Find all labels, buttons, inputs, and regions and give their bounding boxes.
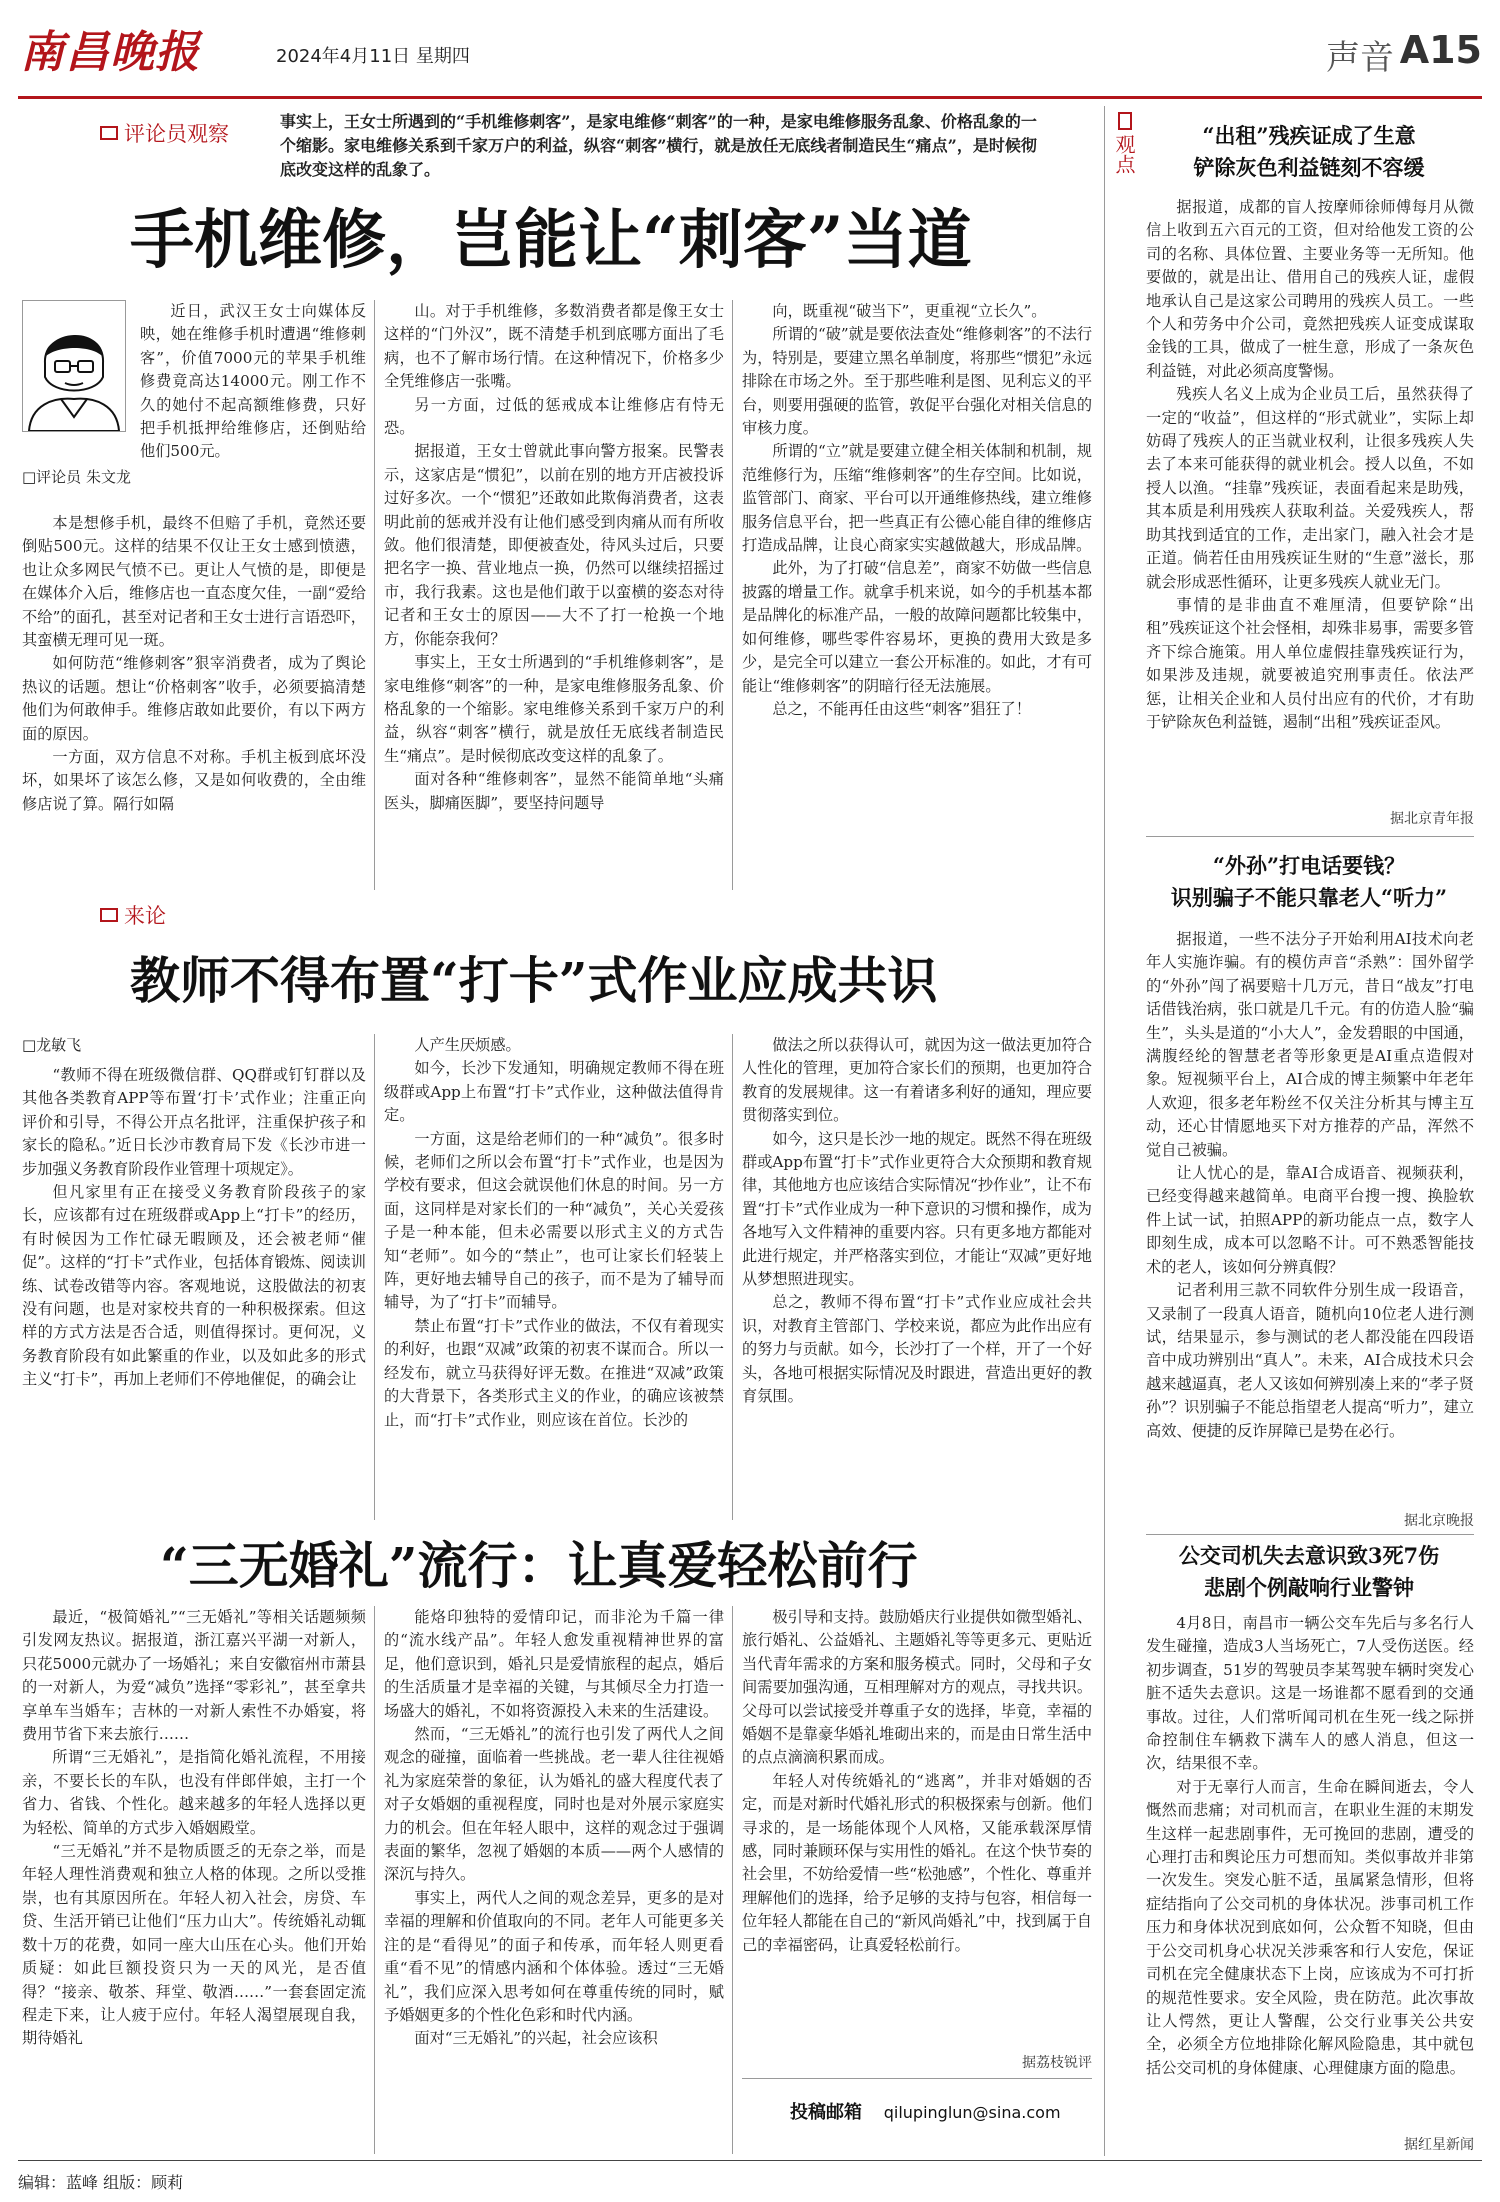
sidebar-a3-title	[1144, 1540, 1474, 1604]
paragraph: 极引导和支持。鼓励婚庆行业提供如微型婚礼、旅行婚礼、公益婚礼、主题婚礼等等更多元、更贴近当代青年需求的方案和服务模式。同时，父母和子女间需要加强沟通，互相理解对方的观点，寻找共识。父母可以尝试接受并尊重子女的选择，毕竟，幸福的婚姻不是靠豪华婚礼堆砌出来的，而是由日常生活中的点点滴滴积累而成。	[742, 1608, 1092, 1767]
paragraph: 据报道，一些不法分子开始利用AI技术向老年人实施诈骗。有的模仿声音“杀熟”：国外留学的“外孙”闯了祸要赔十几万元，昔日“战友”打电话借钱治病，张口就是几千元。有的仿造人脸“骗生”，头头是道的“小大人”，金发碧眼的中国通，满腹经纶的智慧老者等形象更是AI重点造假对象。短视频平台上，AI合成的博主频繁中年老年人欢迎，很多老年粉丝不仅关注分析其与博主互动，还心甘情愿地买下对方推荐的产品，浑然不觉自己被骗。	[1146, 930, 1474, 1159]
paragraph: 能烙印独特的爱情印记，而非沦为千篇一律的“流水线产品”。年轻人愈发重视精神世界的富足，他们意识到，婚礼只是爱情旅程的起点，婚后的生活质量才是幸福的关键，与其倾尽全力打造一场盛大的婚礼，不如将资源投入未来的生活建设。	[384, 1608, 724, 1720]
article3-col2	[384, 1606, 724, 2154]
paragraph: 近日，武汉王女士向媒体反映，她在维修手机时遭遇“维修刺客”，价值7000元的苹果手机维修费竟高达14000元。刚工作不久的她付不起高额维修费，只好把手机抵押给维修店，还倒贴给他们500元。	[140, 302, 366, 461]
divider	[1146, 836, 1474, 837]
paragraph: 如今，长沙下发通知，明确规定教师不得在班级群或App上布置“打卡”式作业，这种做法值得肯定。	[384, 1059, 724, 1125]
submission-label: 投稿邮箱	[790, 2102, 862, 2123]
author-portrait-icon	[23, 301, 125, 431]
paragraph: 山。对于手机维修，多数消费者都是像王女士这样的“门外汉”，既不清楚手机到底哪方面出了毛病，也不了解市场行情。在这种情况下，价格多少全凭维修店一张嘴。	[384, 302, 724, 391]
paragraph: “教师不得在班级微信群、QQ群或钉钉群以及其他各类教育APP等布置‘打卡’式作业；注重正向评价和引导，不得公开点名批评，注重保护孩子和家长的隐私。”近日长沙市教育局下发《长沙市进一步加强义务教育阶段作业管理十项规定》。	[22, 1066, 366, 1178]
article1-title: 手机维修，岂能让“刺客”当道	[130, 203, 972, 278]
sidebar-a1-title-line1: “出租”残疾证成了生意	[1202, 123, 1416, 148]
section-name: 声音	[1326, 38, 1394, 78]
divider	[1146, 1534, 1474, 1535]
article3-title: “三无婚礼”流行：让真爱轻松前行	[160, 1536, 918, 1595]
paragraph: 如何防范“维修刺客”狠宰消费者，成为了舆论热议的话题。想让“价格刺客”收手，必须要搞清楚他们为何敢伸手。维修店敢如此要价，有以下两方面的原因。	[22, 654, 366, 743]
column-divider	[374, 1034, 375, 1520]
paragraph: 人产生厌烦感。	[414, 1036, 521, 1054]
submission-box	[790, 2098, 1061, 2124]
sidebar-tag-label: 观点	[1112, 134, 1136, 174]
masthead	[18, 0, 1482, 99]
sidebar-a1-source: 据北京青年报	[1390, 811, 1474, 827]
sidebar-tag	[1110, 112, 1139, 174]
sidebar-a1-title	[1144, 120, 1474, 184]
paragraph: 然而，“三无婚礼”的流行也引发了两代人之间观念的碰撞，面临着一些挑战。老一辈人往往视婚礼为家庭荣誉的象征，认为婚礼的盛大程度代表了对子女婚姻的重视程度，同时也是对外展示家庭实力的机会。但在年轻人眼中，这样的观念过于强调表面的繁华，忽视了婚姻的本质——两个人感情的深沉与持久。	[384, 1725, 724, 1884]
sidebar-a1-title-line2: 铲除灰色利益链刻不容缓	[1193, 155, 1425, 180]
paragraph: 据报道，成都的盲人按摩师徐师傅每月从微信上收到五六百元的工资，但对给他发工资的公司的名称、具体位置、主要业务等一无所知。他要做的，就是出让、借用自己的残疾人证，虚假地承认自己是这家公司聘用的残疾人员工。一些个人和劳务中介公司，竟然把残疾人证变成谋取金钱的工具，做成了一桩生意，形成了一条灰色利益链，对此必须高度警惕。	[1146, 198, 1474, 380]
paragraph: 但凡家里有正在接受义务教育阶段孩子的家长，应该都有过在班级群或App上“打卡”的经历，有时候因为工作忙碌无暇顾及，还会被老师“催促”。这样的“打卡”式作业，包括体育锻炼、阅读训练、试卷改错等内容。客观地说，这股做法的初衷没有问题，也是对家校共育的一种积极探索。但这样的方式方法是否合适，则值得探讨。更何况，义务教育阶段有如此繁重的作业，以及如此多的形式主义“打卡”，再加上老师们不停地催促，的确会让	[22, 1183, 366, 1389]
article1-tag-label: 评论员观察	[124, 122, 229, 146]
column-divider	[374, 1606, 375, 2154]
paragraph: 另一方面，过低的惩戒成本让维修店有恃无恐。	[384, 395, 724, 438]
sidebar-a2-body	[1146, 928, 1474, 1508]
article1-byline: □评论员 朱文龙	[22, 468, 131, 486]
article1-col1-lead	[140, 300, 366, 478]
paragraph: 禁止布置“打卡”式作业的做法，不仅有着现实的利好，也跟“双减”政策的初衷不谋而合。所以一经发布，就立马获得好评无数。在推进“双减”政策的大背景下，各类形式主义的作业，的确应该被禁止，而“打卡”式作业，则应该在首位。长沙的	[384, 1316, 724, 1429]
author-avatar	[22, 300, 126, 432]
tag-box-icon	[1118, 112, 1132, 130]
sidebar-a2-title	[1144, 850, 1474, 914]
divider	[742, 2078, 1092, 2079]
sidebar-divider	[1104, 106, 1105, 2156]
paragraph: 此外，为了打破“信息差”，商家不妨做一些信息披露的增量工作。就拿手机来说，如今的手机基本都是品牌化的标准产品，一般的故障问题都比较集中，如何维修，哪些零件容易坏，更换的费用大致是多少，是完全可以建立一套公开标准的。如此，才有可能让“维修刺客”的阴暗行径无法施展。	[742, 559, 1092, 695]
article2-byline: □龙敏飞	[22, 1036, 82, 1054]
footer-rule	[18, 2160, 1482, 2161]
sidebar-a3-title-line1: 公交司机失去意识致3死7伤	[1178, 1543, 1440, 1568]
paragraph: 总之，教师不得布置“打卡”式作业应成社会共识，对教育主管部门、学校来说，都应为此作出应有的努力与贡献。如今，长沙打了一个样，开了一个好头，各地可根据实际情况及时跟进，营造出更好的教育氛围。	[742, 1293, 1092, 1406]
article3-col3	[742, 1606, 1092, 2052]
sidebar-a3-source: 据红星新闻	[1404, 2137, 1474, 2153]
paragraph: 面对各种“维修刺客”，显然不能简单地“头痛医头，脚痛医脚”，要坚持问题导	[384, 770, 724, 812]
paragraph: 所谓的“立”就是要建立健全相关体制和机制，规范维修行为，压缩“维修刺客”的生存空间。比如说，监管部门、商家、平台可以开通维修热线，建立维修服务信息平台，把一些真正有公德心能自律的维修店打造成品牌，让良心商家实实越做越大，形成品牌。	[742, 442, 1092, 555]
paragraph: 一方面，双方信息不对称。手机主板到底坏没坏，如果坏了该怎么修，又是如何收费的，全由维修店说了算。隔行如隔	[22, 748, 366, 813]
tag-box-icon	[100, 126, 118, 140]
article2-col2	[384, 1034, 724, 1516]
sidebar-a2-title-line2: 识别骗子不能只靠老人“听力”	[1170, 885, 1448, 910]
paragraph: 事实上，两代人之间的观念差异，更多的是对幸福的理解和价值取向的不同。老年人可能更多关注的是“看得见”的面子和传承，而年轻人则更看重“看不见”的情感内涵和个体体验。透过“三无婚礼”，我们应深入思考如何在尊重传统的同时，赋予婚姻更多的个性化色彩和时代内涵。	[384, 1888, 724, 2024]
column-divider	[732, 1034, 733, 1520]
sidebar-a2-title-line1: “外孙”打电话要钱？	[1212, 853, 1406, 878]
article1-tag	[100, 118, 229, 148]
paragraph: 如今，这只是长沙一地的规定。既然不得在班级群或App布置“打卡”式作业更符合大众预期和教育规律，其他地方也应该结合实际情况“抄作业”，让不布置“打卡”式作业成为一种下意识的习惯和操作，成为各地写入文件精神的重要内容。只有更多地方都能对此进行规定，并严格落实到位，才能让“双减”更好地从梦想照进现实。	[742, 1129, 1092, 1289]
paragraph: 本是想修手机，最终不但赔了手机，竟然还要倒贴500元。这样的结果不仅让王女士感到愤懑，也让众多网民气愤不已。更让人气愤的是，即便是在媒体介入后，维修店也一直态度欠佳，一副“爱给不给”的面孔，甚至对记者和王女士进行言语恐吓，其蛮横无理可见一斑。	[22, 514, 366, 650]
article1-col2	[384, 300, 724, 888]
paragraph: 让人忧心的是，靠AI合成语音、视频获利，已经变得越来越简单。电商平台搜一搜、换脸软件上试一试，拍照APP的新功能点一点，数字人即刻生成，成本可以忽略不计。可不熟悉智能技术的老人，该如何分辨真假？	[1146, 1164, 1474, 1276]
tag-box-icon	[100, 908, 118, 922]
paragraph: 据报道，王女士曾就此事向警方报案。民警表示，这家店是“惯犯”，以前在别的地方开店被投诉过好多次。一个“惯犯”还敢如此欺侮消费者，这表明此前的惩戒并没有让他们感受到肉痛从而有所收敛。他们很清楚，即便被查处，待风头过后，只要把名字一换、营业地点一换，仍然可以继续招摇过市，我行我素。这也是他们敢于以蛮横的姿态对待记者和王女士的原因——大不了打一枪换一个地方，你能奈我何？	[384, 442, 724, 648]
sidebar-a3-body	[1146, 1612, 1474, 2132]
paragraph: 最近，“极简婚礼”“三无婚礼”等相关话题频频引发网友热议。据报道，浙江嘉兴平湖一对新人，只花5000元就办了一场婚礼；来自安徽宿州市萧县的一对新人，为爱“减负”选择“零彩礼”，甚至拿共享单车当婚车；吉林的一对新人索性不办婚宴，将费用节省下来去旅行……	[22, 1608, 366, 1744]
article2-tag-label: 来论	[124, 904, 166, 928]
newspaper-logo: 南昌晚报	[20, 27, 200, 78]
paragraph: 残疾人名义上成为企业员工后，虽然获得了一定的“收益”，但这样的“形式就业”，实际上却妨碍了残疾人的正当就业权利，让很多残疾人失去了本来可能获得的就业机会。授人以鱼，不如授人以渔。“挂靠”残疾证，表面看起来是助残，其本质是利用残疾人获取利益。关爱残疾人，帮助其找到适宜的工作，走出家门，融入社会才是正道。倘若任由用残疾证生财的“生意”滋长，那就会形成恶性循环，让更多残疾人就业无门。	[1146, 385, 1474, 591]
paragraph: 记者利用三款不同软件分别生成一段语音，又录制了一段真人语音，随机向10位老人进行测试，结果显示，参与测试的老人都没能在四段语音中成功辨别出“真人”。未来，AI合成技术只会越来越逼真，老人又该如何辨别凑上来的“孝子贤孙”？识别骗子不能总指望老人提高“听力”，建立高效、便捷的反诈屏障已是势在必行。	[1146, 1281, 1474, 1440]
paragraph: 事情的是非曲直不难厘清，但要铲除“出租”残疾证这个社会怪相，却殊非易事，需要多管齐下综合施策。用人单位虚假挂靠残疾证行为，如果涉及违规，就要被追究刑事责任。依法严惩，让相关企业和人员付出应有的代价，才有助于铲除灰色利益链，遏制“出租”残疾证歪风。	[1146, 595, 1474, 731]
issue-date: 2024年4月11日 星期四	[276, 46, 470, 67]
article1-col1	[22, 512, 366, 888]
article2-title: 教师不得布置“打卡”式作业应成共识	[130, 951, 938, 1010]
column-divider	[374, 300, 375, 890]
paragraph: 所谓的“破”就是要依法查处“维修刺客”的不法行为，特别是，要建立黑名单制度，将那些“惯犯”永远排除在市场之外。至于那些唯利是图、见利忘义的平台，则要用强硬的监管，敦促平台强化对相关信息的审核力度。	[742, 325, 1092, 438]
sidebar-a2-source: 据北京晚报	[1404, 1513, 1474, 1529]
paragraph: 面对“三无婚礼”的兴起，社会应该积	[414, 2029, 658, 2048]
paragraph: 年轻人对传统婚礼的“逃离”，并非对婚姻的否定，而是对新时代婚礼形式的积极探索与创新。他们寻求的，是一场能体现个人风格，又能承载深厚情感，同时兼顾环保与实用性的婚礼。在这个快节奏的社会里，不妨给爱情一些“松弛感”，个性化、尊重并理解他们的选择，给予足够的支持与包容，相信每一位年轻人都能在自己的“新风尚婚礼”中，找到属于自己的幸福密码，让真爱轻松前行。	[742, 1771, 1092, 1954]
paragraph: 4月8日，南昌市一辆公交车先后与多名行人发生碰撞，造成3人当场死亡，7人受伤送医。经初步调查，51岁的驾驶员李某驾驶车辆时突发心脏不适失去意识。这是一场谁都不愿看到的交通事故。过往，人们常听闻司机在生死一线之际拼命控制住车辆救下满车人的感人消息，但这一次，结果很不幸。	[1146, 1614, 1474, 1773]
footer-editors: 编辑：蓝峰 组版：顾莉	[18, 2173, 184, 2192]
paragraph: 一方面，这是给老师们的一种“减负”。很多时候，老师们之所以会布置“打卡”式作业，也是因为学校有要求，但这会就误他们休息的时间。另一方面，这同样是对家长们的一种“减负”，关心关爱孩子是一种本能，但未必需要以形式主义的方式告知“老师”。如今的“禁止”，也可让家长们轻装上阵，更好地去辅导自己的孩子，而不是为了辅导而辅导，为了“打卡”而辅导。	[384, 1129, 724, 1312]
paragraph: 向，既重视“破当下”，更重视“立长久”。	[772, 302, 1047, 320]
paragraph: 总之，不能再任由这些“刺客”猖狂了！	[772, 699, 1031, 718]
paragraph: 所谓“三无婚礼”，是指简化婚礼流程，不用接亲，不要长长的车队，也没有伴郎伴娘，主打一个省力、省钱、个性化。越来越多的年轻人选择以更为轻松、简单的方式步入婚姻殿堂。	[22, 1748, 366, 1837]
paragraph: 对于无辜行人而言，生命在瞬间逝去，令人慨然而悲痛；对司机而言，在职业生涯的末期发生这样一起悲剧事件，无可挽回的悲剧，遭受的心理打击和舆论压力可想而知。类似事故并非第一次发生。突发心脏不适，虽属紧急情形，但将症结指向了公交司机的身体状况。涉事司机工作压力和身体状况到底如何，公众暂不知晓，但由于公交司机身心状况关涉乘客和行人安危，保证司机在完全健康状态下上岗，应该成为不可打折的规范性要求。安全风险，贵在防范。此次事故让人愕然，更让人警醒，公交行业事关公共安全，必须全方位地排除化解风险隐患，其中就包括公交司机的身体健康、心理健康方面的隐患。	[1146, 1777, 1474, 2077]
paragraph: 做法之所以获得认可，就因为这一做法更加符合人性化的管理，更加符合家长们的预期，也更加符合教育的发展规律。这一有着诸多利好的通知，理应要贯彻落实到位。	[742, 1036, 1092, 1125]
column-divider	[732, 300, 733, 890]
paragraph: “三无婚礼”并不是物质匮乏的无奈之举，而是年轻人理性消费观和独立人格的体现。之所以受推崇，也有其原因所在。年轻人初入社会，房贷、车贷、生活开销已让他们“压力山大”。传统婚礼动辄数十万的花费，如同一座大山压在心头。他们开始质疑：如此巨额投资只为一天的风光，是否值得？“接亲、敬茶、拜堂、敬酒……”一套套固定流程走下来，让人疲于应付。年轻人渴望展现自我，期待婚礼	[22, 1842, 366, 2048]
column-divider	[732, 1606, 733, 2154]
submission-email[interactable]: qilupinglun@sina.com	[883, 2103, 1061, 2122]
article1-intro: 事实上，王女士所遇到的“手机维修刺客”，是家电维修“刺客”的一种，是家电维修服务乱象、价格乱象的一个缩影。家电维修关系到千家万户的利益，纵容“刺客”横行，就是放任无底线者制造民生“痛点”，是时候彻底改变这样的乱象了。	[280, 112, 1037, 179]
article2-tag	[100, 900, 166, 930]
page-number: A15	[1399, 28, 1482, 72]
sidebar-a1-body	[1146, 196, 1474, 806]
article1-col3	[742, 300, 1092, 888]
article3-source: 据荔枝锐评	[1022, 2055, 1092, 2071]
sidebar-a3-title-line2: 悲剧个例敲响行业警钟	[1204, 1575, 1414, 1600]
article3-col1	[22, 1606, 366, 2154]
article2-col1	[22, 1064, 366, 1516]
paragraph: 事实上，王女士所遇到的“手机维修刺客”，是家电维修“刺客”的一种，是家电维修服务乱象、价格乱象的一个缩影。家电维修关系到千家万户的利益，纵容“刺客”横行，就是放任无底线者制造民生“痛点”。是时候彻底改变这样的乱象了。	[384, 653, 724, 765]
article2-col3	[742, 1034, 1092, 1516]
